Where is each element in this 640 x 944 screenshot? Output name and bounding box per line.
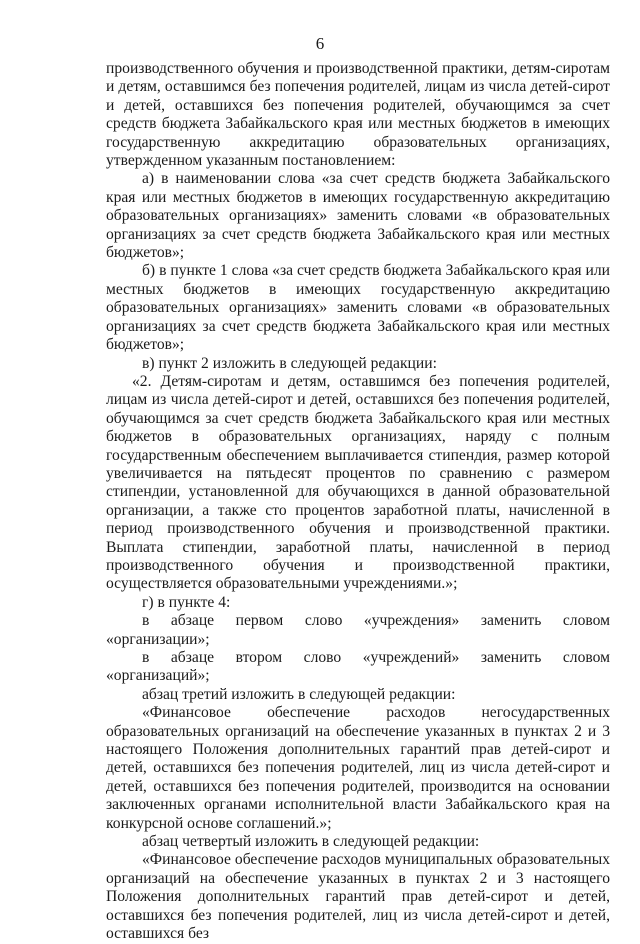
paragraph-item-g: г) в пункте 4: (142, 593, 231, 611)
paragraph-quoted-financing-municipal: «Финансовое обеспечение расходов муниципальных образовательных организаций на обеспечение указанных в пунктах 2 и 3 настоящего Положения дополнительных гарантий прав детей-сирот и детей, оставшихся без попечения родителей, лиц из числа детей-сирот и детей, оставшихся без (106, 851, 610, 943)
paragraph-item-v: в) пункт 2 изложить в следующей редакции: (142, 354, 437, 372)
paragraph-second-abzac: в абзаце втором слово «учреждений» заменить словом «организаций»; (106, 649, 610, 685)
document-body (106, 60, 610, 944)
paragraph-fourth-abzac: абзац четвертый изложить в следующей редакции: (142, 833, 480, 851)
paragraph-quoted-point-2: «2. Детям-сиротам и детям, оставшимся без попечения родителей, лицам из числа детей-сирот и детей, оставшихся без попечения родителей, обучающимся за счет средств бюджета Забайкальского края или местных бюджетов в образовательных организациях, наряду с полным государственным обеспечением выплачивается стипендия, размер которой увеличивается на пятьдесят процентов по сравнению с размером стипендии, установленной для обучающихся в данной образовательной организации, а также сто процентов заработной платы, начисленной в период производственного обучения и производственной практики. Выплата стипендии, заработной платы, начисленной в период производственного обучения и производственной практики, осуществляется образовательными учреждениями.»; (106, 372, 610, 593)
paragraph-item-a: а) в наименовании слова «за счет средств бюджета Забайкальского края или местных бюджетов в имеющих государственную аккредитацию образовательных организациях» заменить словами «в образовательных организациях за счет средств бюджета Забайкальского края или местных бюджетов»; (106, 170, 610, 262)
paragraph-item-b: б) в пункте 1 слова «за счет средств бюджета Забайкальского края или местных бюджетов в имеющих государственную аккредитацию образовательных организациях» заменить словами «в образовательных организациях за счет средств бюджета Забайкальского края или местных бюджетов»; (106, 262, 610, 354)
page-number: 6 (315, 34, 325, 53)
paragraph-third-abzac: абзац третий изложить в следующей редакции: (142, 685, 456, 703)
paragraph-continuation: производственного обучения и производственной практики, детям-сиротам и детям, оставшимся без попечения родителей, лицам из числа детей-сирот и детей, оставшихся без попечения родителей, обучающимся за счет средств бюджета Забайкальского края или местных бюджетов в имеющих государственную аккредитацию образовательных организациях, утвержденном указанным постановлением: (106, 60, 610, 170)
paragraph-quoted-financing-nongov: «Финансовое обеспечение расходов негосударственных образовательных организаций на обеспечение указанных в пунктах 2 и 3 настоящего Положения дополнительных гарантий прав детей-сирот и детей, оставшихся без попечения родителей, лиц из числа детей-сирот и детей, оставшихся без попечения родителей, производится на основании заключенных органами исполнительной власти Забайкальского края на конкурсной основе соглашений.»; (106, 704, 610, 832)
paragraph-first-abzac: в абзаце первом слово «учреждения» заменить словом «организации»; (106, 612, 610, 648)
